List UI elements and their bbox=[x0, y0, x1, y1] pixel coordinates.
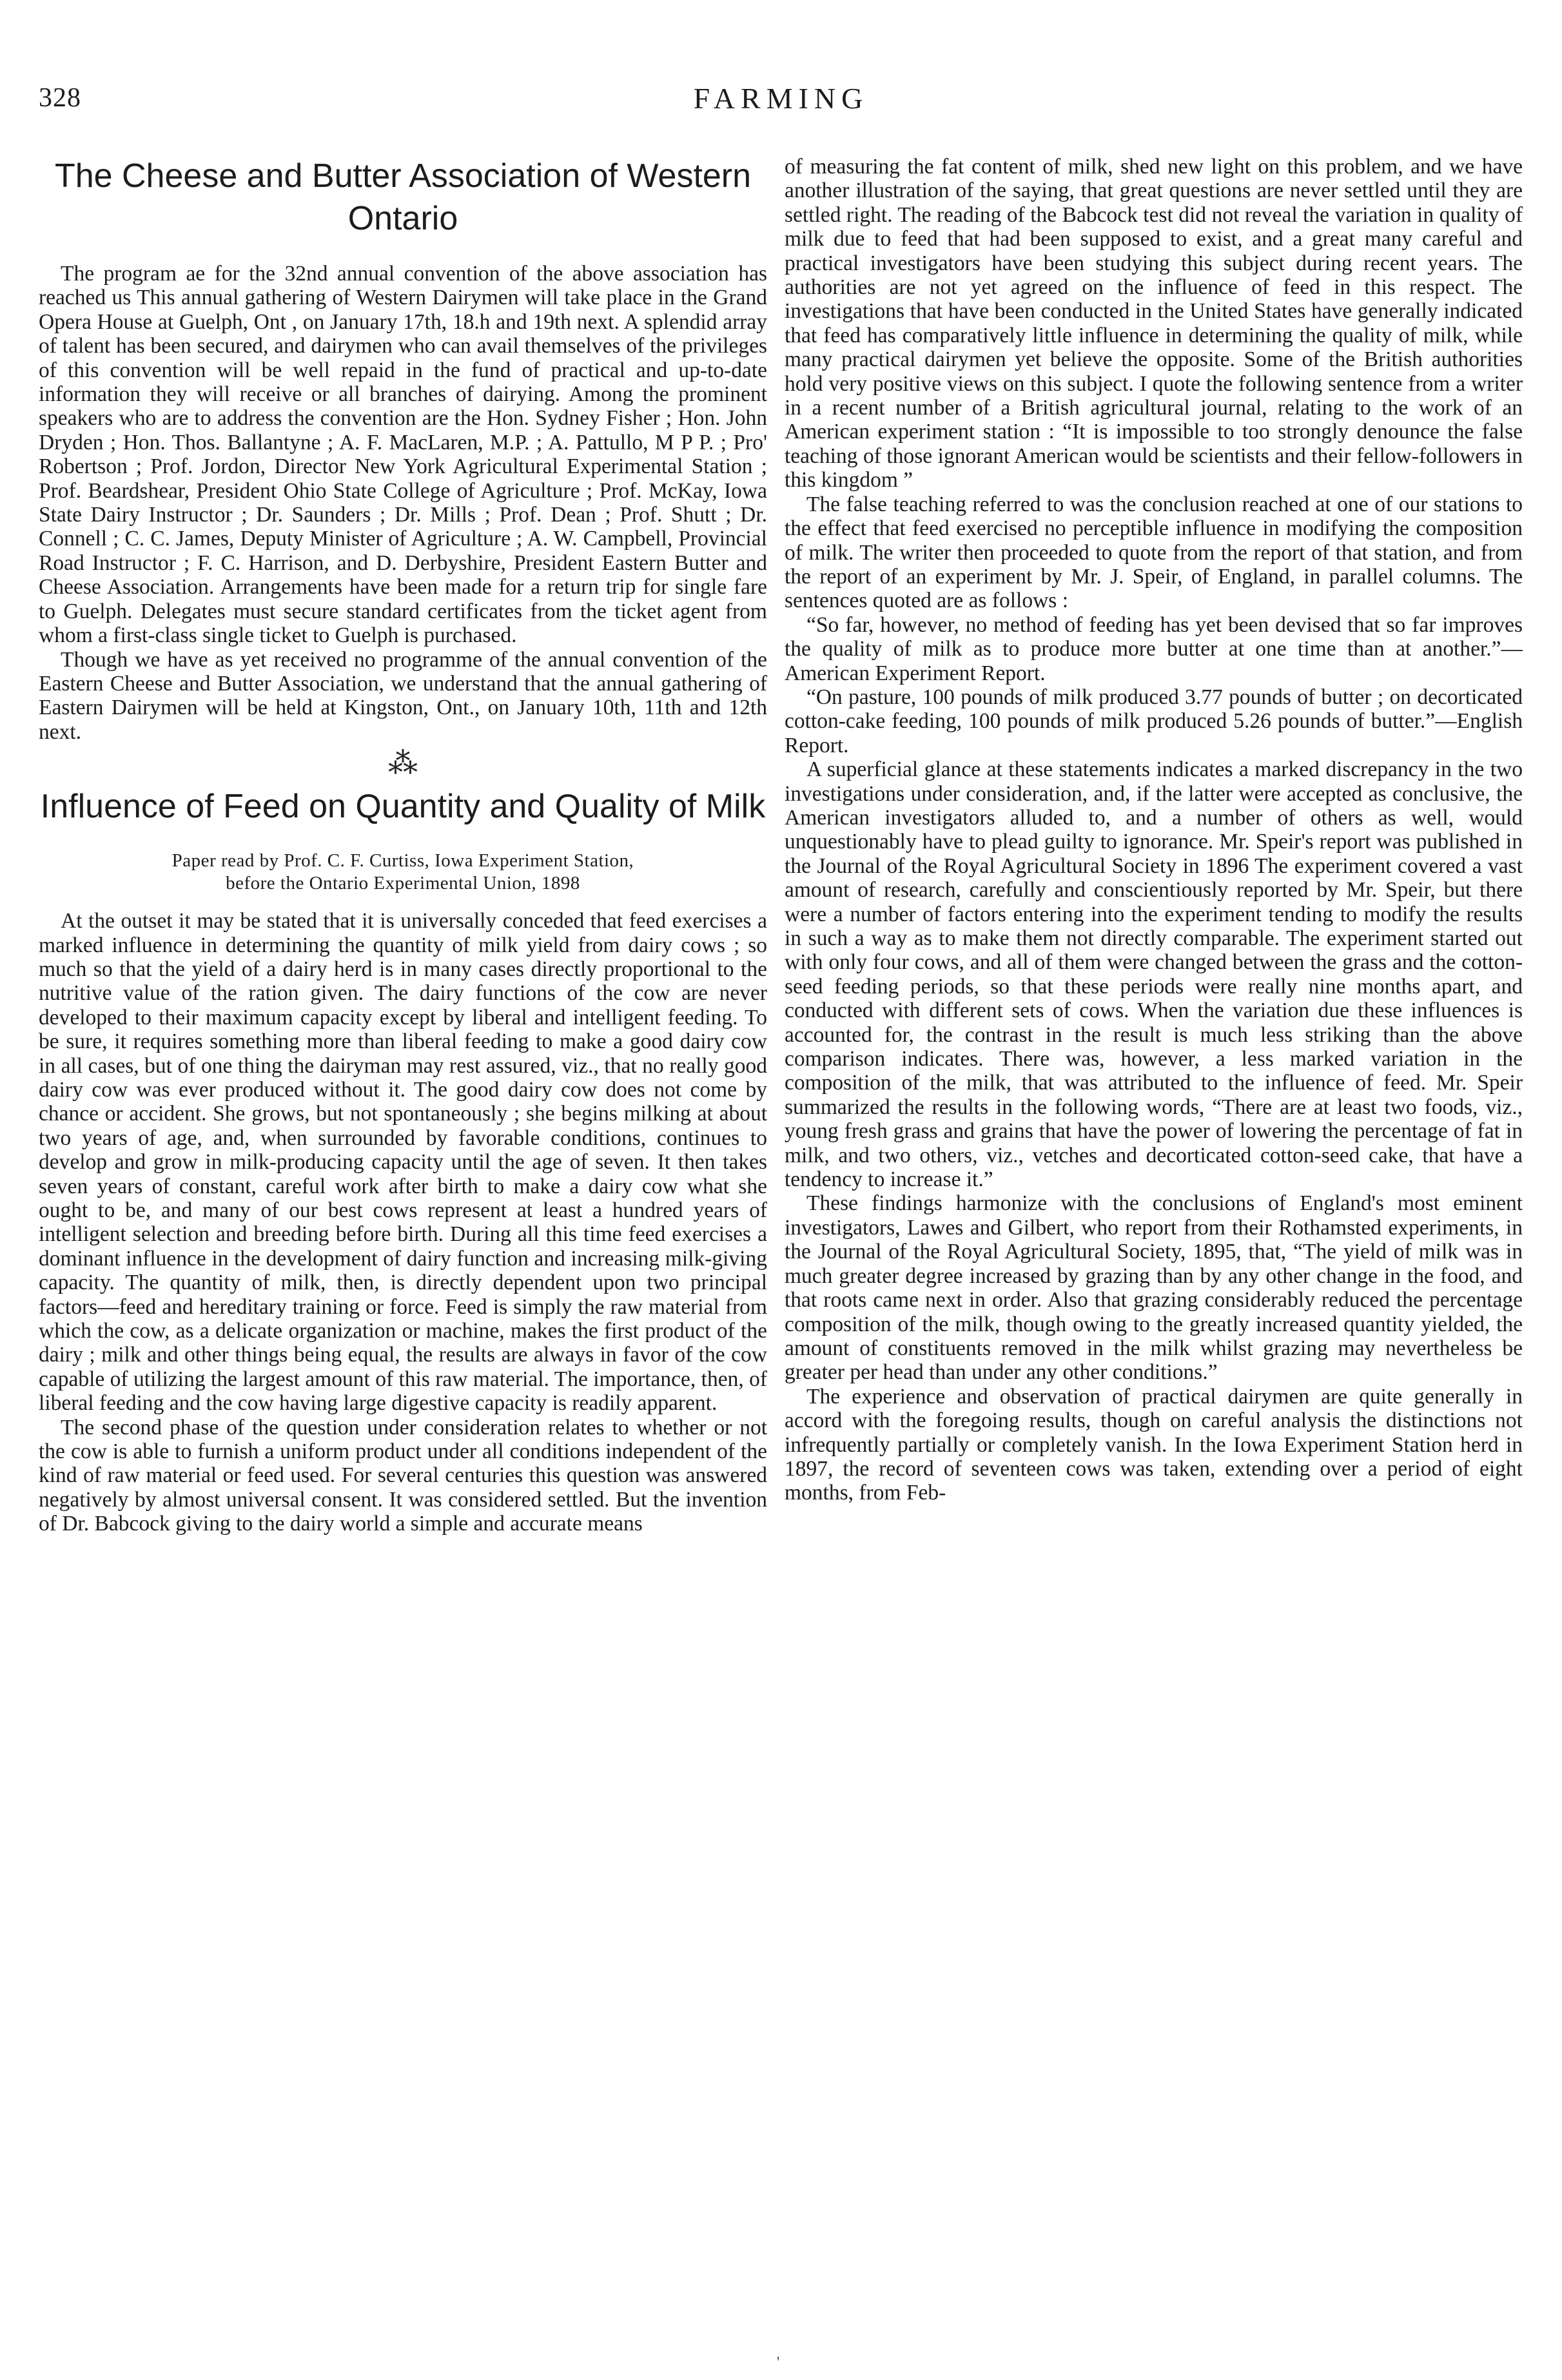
article2-byline bbox=[39, 850, 767, 895]
article1-title: The Cheese and Butter Association of Western Ontario bbox=[54, 157, 752, 237]
right-column bbox=[785, 155, 1523, 2334]
article2-paragraph: The second phase of the question under consideration relates to whether or not the cow is able to furnish a uniform product under all conditions independent of the kind of raw material or feed used. For several centuries this question was answered negatively by almost universal consent. It was considered settled. But the invention of Dr. Babcock giving to the dairy world a simple and accurate means bbox=[39, 1415, 767, 1536]
article1-paragraph: The program ae for the 32nd annual convention of the above association has reached us This annual gathering of Western Dairymen will take place in the Grand Opera House at Guelph, Ont , on January 17th, 18.h and 19th next. A splendid array of talent has been secured, and dairymen who can avail themselves of the privileges of this convention will be well repaid in the fund of practical and up-to-date information they will receive or all branches of dairying. Among the prominent speakers who are to address the convention are the Hon. Sydney Fisher ; Hon. John Dryden ; Hon. Thos. Ballantyne ; A. F. MacLaren, M.P. ; A. Pattullo, M P P. ; Pro' Robertson ; Prof. Jordon, Director New York Agricultural Experimental Station ; Prof. Beardshear, President Ohio State College of Agriculture ; Prof. McKay, Iowa State Dairy Instructor ; Dr. Saunders ; Dr. Mills ; Prof. Dean ; Prof. Shutt ; Dr. Connell ; C. C. James, Deputy Minister of Agriculture ; A. W. Campbell, Provincial Road Instructor ; F. C. Harrison, and D. Derbyshire, President Eastern Butter and Cheese Association. Arrangements have been made for a return trip for single fare to Guelph. Delegates must secure standard certificates from the ticket agent from whom a first-class single ticket to Guelph is purchased. bbox=[39, 262, 767, 648]
article2-paragraph: The false teaching referred to was the conclusion reached at one of our stations to the effect that feed exercised no perceptible influence in modifying the composition of milk. The writer then proceeded to quote from the report of that station, and from the report of an experiment by Mr. J. Speir, of England, in parallel columns. The sentences quoted are as follows : bbox=[785, 492, 1523, 613]
quote-american-report: “So far, however, no method of feeding has yet been devised that so far improves the quality of milk as to produce more butter at one time than at another.”—American Experiment Report. bbox=[785, 612, 1523, 685]
article2-paragraph: of measuring the fat content of milk, shed new light on this problem, and we have another illustration of the saying, that great questions are never settled until they are settled right. The reading of the Babcock test did not reveal the variation in quality of milk due to feed that had been supposed to exist, and a great many careful and practical investigators have been studying this subject during recent years. The authorities are not yet agreed on the influence of feed in this respect. The investigations that have been conducted in the United States have generally indicated that feed has comparatively little influence in determining the quality of milk, while many practical dairymen yet believe the opposite. Some of the British authorities hold very positive views on this subject. I quote the following sentence from a writer in a recent number of a British agricultural journal, relating to the work of an American experiment station : “It is impossible to too strongly denounce the false teaching of those ignorant American would be scientists and their fellow-followers in this kingdom ” bbox=[785, 155, 1523, 493]
page-number: 328 bbox=[39, 83, 81, 113]
article1-paragraph: Though we have as yet received no programme of the annual convention of the Eastern Cheese and Butter Association, we understand that the annual gathering of Eastern Dairymen will be held at Kingston, Ont., on January 10th, 11th and 12th next. bbox=[39, 647, 767, 744]
quote-english-report: “On pasture, 100 pounds of milk produced 3.77 pounds of butter ; on decorticated cotton-cake feeding, 100 pounds of milk produced 5.26 pounds of butter.”—English Report. bbox=[785, 685, 1523, 757]
section-ornament: ⁂ bbox=[388, 746, 418, 780]
article2-title: Influence of Feed on Quantity and Quality of Milk bbox=[40, 788, 766, 826]
article2-paragraph: The experience and observation of practical dairymen are quite generally in accord with the foregoing results, though on careful analysis the distinctions not infrequently partially or completely vanish. In the Iowa Experiment Station herd in 1897, the record of seventeen cows was taken, extending over a period of eight months, from Feb- bbox=[785, 1384, 1523, 1505]
article2-paragraph: A superficial glance at these statements indicates a marked discrepancy in the two investigations under consideration, and, if the latter were accepted as conclusive, the American investigators alluded to, and a number of others as well, would unquestionably have to plead guilty to ignorance. Mr. Speir's report was published in the Journal of the Royal Agricultural Society in 1896 The experiment covered a vast amount of research, carefully and conscientiously reported by Mr. Speir, but there were a number of factors entering into the experiment tending to modify the results in such a way as to make them not directly comparable. The experiment started out with only four cows, and all of them were changed between the grass and the cotton-seed feeding periods, so that these periods were really nine months apart, and conducted with different sets of cows. When the variation due these influences is accounted for, the contrast in the result is much less striking than the above comparison indicates. There was, however, a less marked variation in the composition of the milk, that was attributed to the influence of feed. Mr. Speir summarized the results in the following words, “There are at least two foods, viz., young fresh grass and grains that have the power of lowering the percentage of fat in milk, and two others, viz., vetches and decorticated cotton-seed cake, that have a tendency to increase it.” bbox=[785, 757, 1523, 1192]
article2-paragraph: These findings harmonize with the conclusions of England's most eminent investigators, Lawes and Gilbert, who report from their Rothamsted experiments, in the Journal of the Royal Agricultural Society, 1895, that, “The yield of milk was in much greater degree increased by grazing than by any other change in the food, and that roots came next in order. Also that grazing considerably reduced the percentage composition of the milk, though owing to the greatly increased quantity yielded, the amount of constituents removed in the milk whilst grazing may nevertheless be greater per head than under any other conditions.” bbox=[785, 1191, 1523, 1385]
running-title: FARMING bbox=[693, 82, 869, 115]
byline-line-1: Paper read by Prof. C. F. Curtiss, Iowa Experiment Station, bbox=[171, 850, 634, 872]
left-column bbox=[39, 155, 767, 2334]
byline-line-2: before the Ontario Experimental Union, 1898 bbox=[226, 873, 580, 894]
footer-mark: ' bbox=[777, 2354, 780, 2371]
article2-paragraph: At the outset it may be stated that it is universally conceded that feed exercises a marked influence in determining the quantity of milk yield from dairy cows ; so much so that the yield of a dairy herd is in many cases directly proportional to the nutritive value of the ration given. The dairy functions of the cow are never developed to their maximum capacity except by liberal and intelligent feeding. To be sure, it requires something more than liberal feeding to make a good dairy cow in all cases, but of one thing the dairyman may rest assured, viz., that no really good dairy cow was ever produced without it. The good dairy cow does not come by chance or accident. She grows, but not spontaneously ; she begins milking at about two years of age, and, when surrounded by favorable conditions, continues to develop and grow in milk-producing capacity until the age of seven. It then takes seven years of constant, careful work after birth to make a dairy cow what she ought to be, and many of our best cows represent at least a hundred years of intelligent selection and breeding before birth. During all this time feed exercises a dominant influence in the development of dairy function and increasing milk-giving capacity. The quantity of milk, then, is directly dependent upon two principal factors—feed and hereditary training or force. Feed is simply the raw material from which the cow, as a delicate organization or machine, makes the first product of the dairy ; milk and other things being equal, the results are always in favor of the cow capable of utilizing the largest amount of this raw material. The importance, then, of liberal feeding and the cow having large digestive capacity is readily apparent. bbox=[39, 909, 767, 1416]
